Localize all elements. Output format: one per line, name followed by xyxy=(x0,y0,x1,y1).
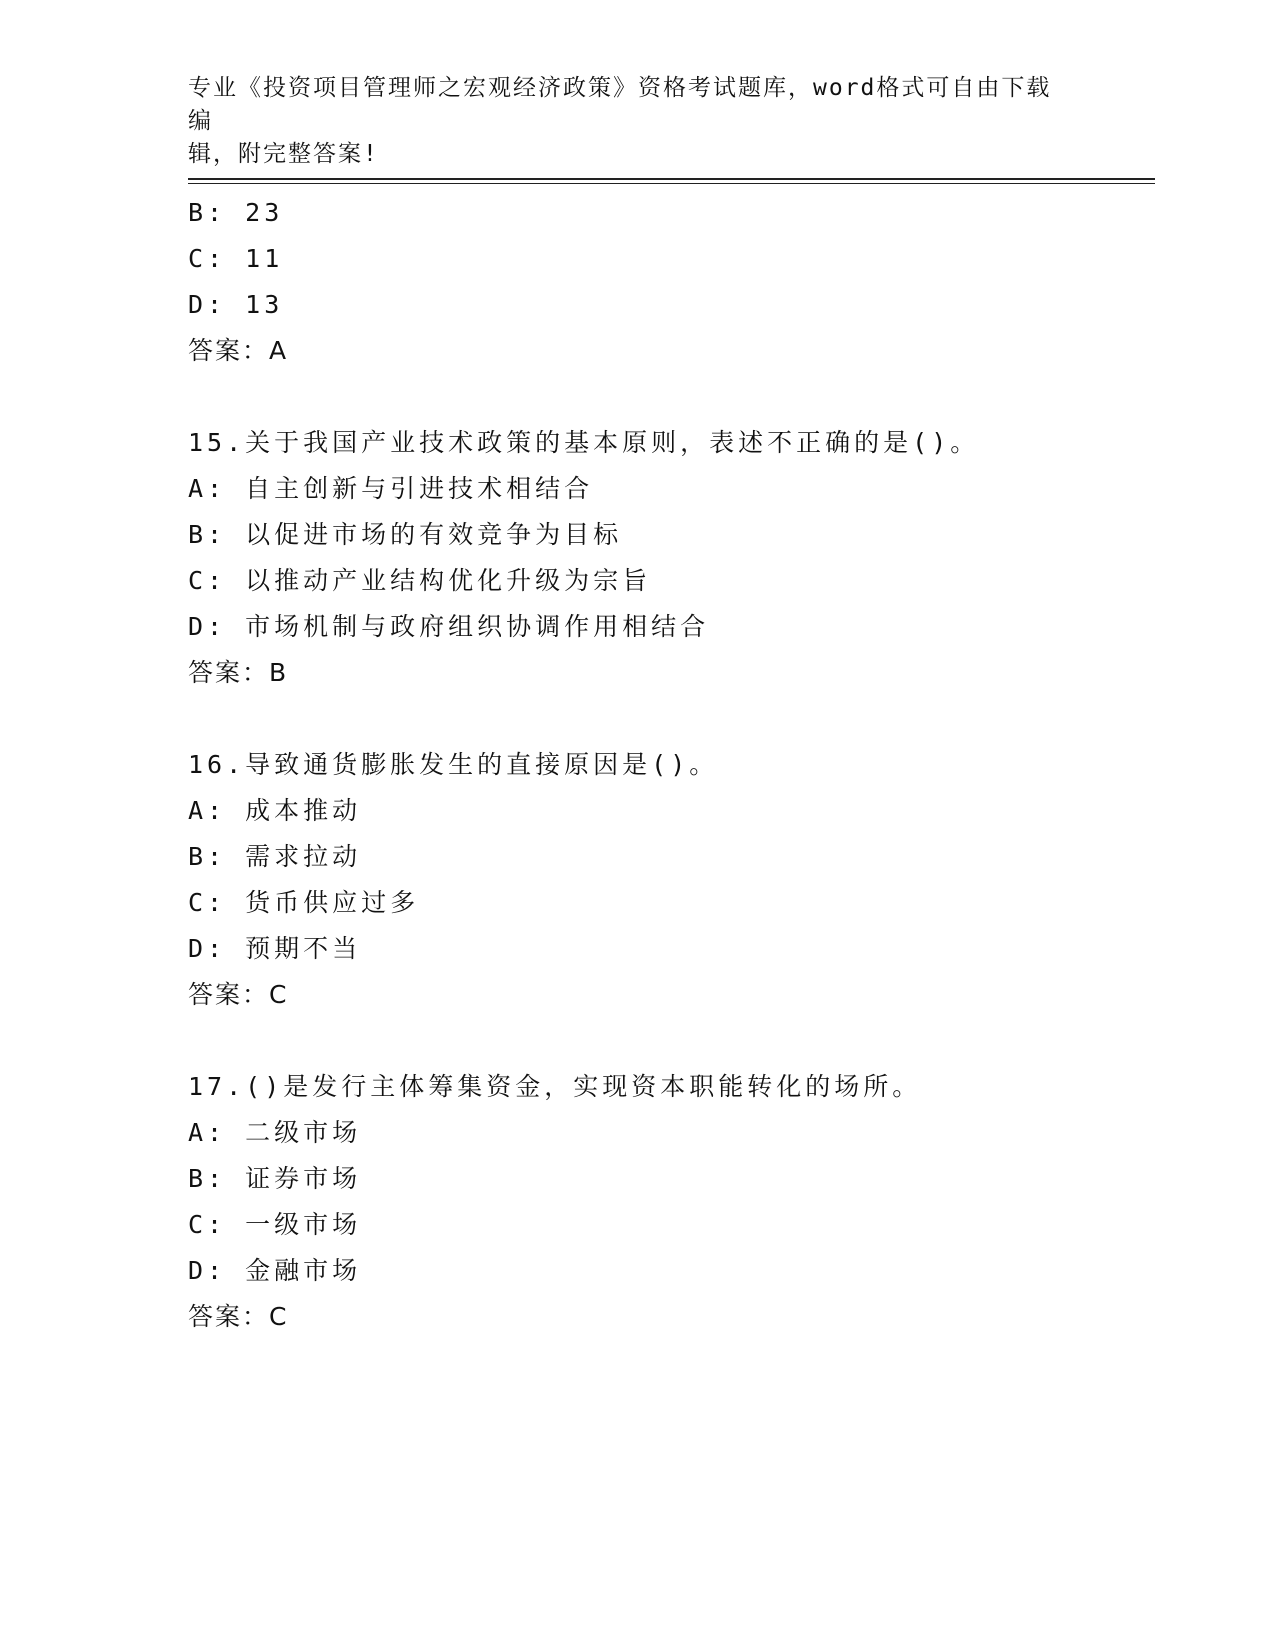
option-c: C: 一级市场 xyxy=(188,1210,362,1239)
answer-line: 答案：A xyxy=(188,336,289,365)
question-stem: 16.导致通货膨胀发生的直接原因是()。 xyxy=(188,750,719,779)
carryover-question xyxy=(188,190,1155,374)
option-c: C: 以推动产业结构优化升级为宗旨 xyxy=(188,566,652,595)
option-d: D: 市场机制与政府组织协调作用相结合 xyxy=(188,612,710,641)
option-d: D: 预期不当 xyxy=(188,934,362,963)
option-b: B: 证券市场 xyxy=(188,1164,362,1193)
option-d: D: 金融市场 xyxy=(188,1256,362,1285)
document-header xyxy=(188,72,1068,171)
header-divider-thick xyxy=(188,178,1155,180)
question-17 xyxy=(188,1064,1155,1340)
header-line-2: 辑，附完整答案! xyxy=(188,141,379,167)
option-b: B: 需求拉动 xyxy=(188,842,362,871)
option-a: A: 成本推动 xyxy=(188,796,362,825)
option-a: A: 自主创新与引进技术相结合 xyxy=(188,474,594,503)
option-b: B: 23 xyxy=(188,198,284,227)
question-16 xyxy=(188,742,1155,1018)
option-b: B: 以促进市场的有效竞争为目标 xyxy=(188,520,623,549)
question-stem: 15.关于我国产业技术政策的基本原则，表述不正确的是()。 xyxy=(188,428,980,457)
question-spacer xyxy=(188,1018,1155,1064)
header-line-1: 专业《投资项目管理师之宏观经济政策》资格考试题库，word格式可自由下载编 xyxy=(188,75,1052,134)
answer-line: 答案：C xyxy=(188,1302,289,1331)
question-content xyxy=(188,190,1155,1340)
question-spacer xyxy=(188,374,1155,420)
option-c: C: 11 xyxy=(188,244,284,273)
option-a: A: 二级市场 xyxy=(188,1118,362,1147)
answer-line: 答案：C xyxy=(188,980,289,1009)
answer-line: 答案：B xyxy=(188,658,289,687)
option-c: C: 货币供应过多 xyxy=(188,888,420,917)
question-spacer xyxy=(188,696,1155,742)
option-d: D: 13 xyxy=(188,290,284,319)
question-stem: 17.()是发行主体筹集资金，实现资本职能转化的场所。 xyxy=(188,1072,922,1101)
header-divider-thin xyxy=(188,183,1155,184)
question-15 xyxy=(188,420,1155,696)
